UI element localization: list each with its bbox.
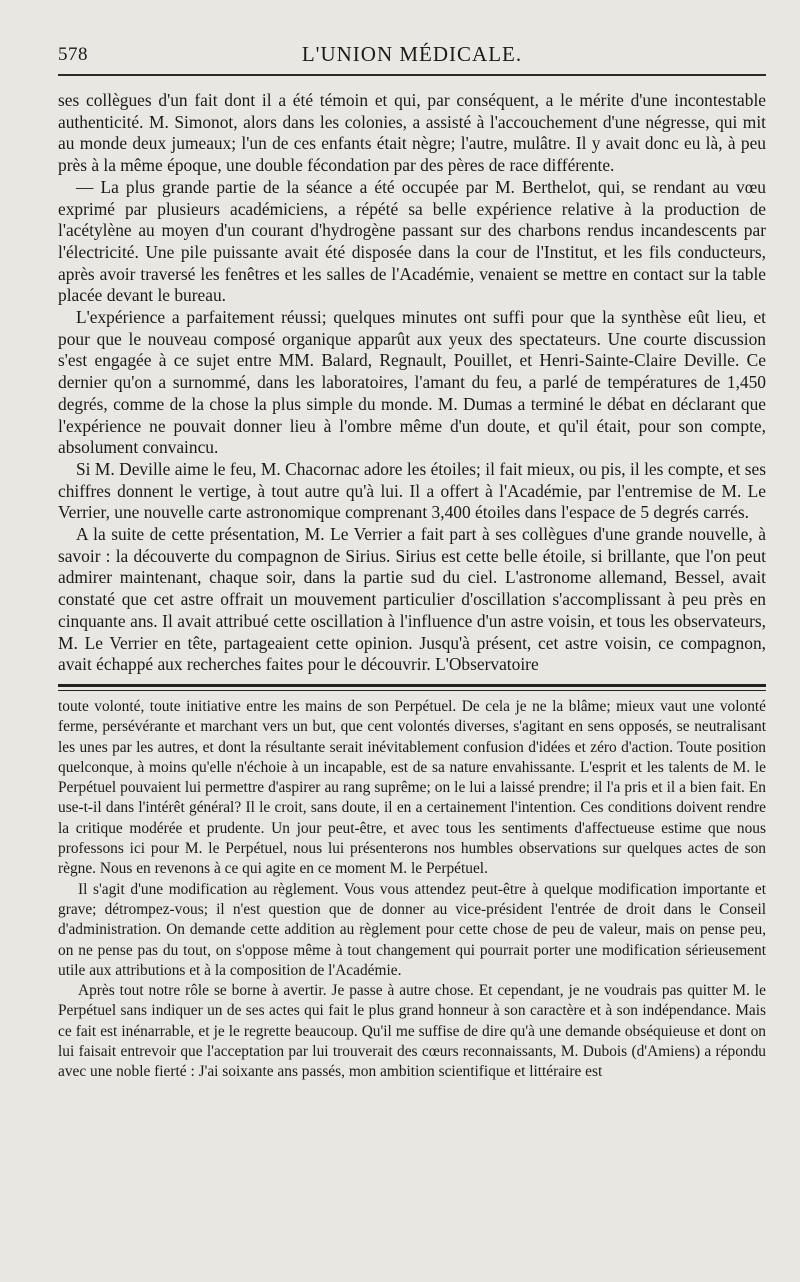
- paragraph-2: — La plus grande partie de la séance a été occupée par M. Berthelot, qui, se rendant au vœu exprimé par plusieurs académiciens, a répété sa belle expérience relative à la production de l'acétylène au moyen d'un courant d'hydrogène passant sur des charbons rendus incandescents par l'électricité. Une pile puissante avait été disposée dans la cour de l'Institut, et les fils conducteurs, après avoir traversé les fenêtres et les salles de l'Académie, venaient se mettre en contact sur la table placée devant le bureau.: [58, 176, 766, 306]
- page-number: 578: [58, 44, 88, 65]
- page-header: [58, 38, 766, 66]
- main-text: [58, 90, 766, 676]
- paragraph-1: ses collègues d'un fait dont il a été témoin et qui, par conséquent, a le mérite d'une incontestable authenticité. M. Simonot, alors dans les colonies, a assisté à l'accouchement d'une négresse, qui mit au monde deux jumeaux; l'un de ces enfants était nègre; l'autre, mulâtre. Il y avait donc eu là, à peu près à la même époque, une double fécondation par des pères de race différente.: [58, 90, 766, 176]
- paragraph-4: Si M. Deville aime le feu, M. Chacornac adore les étoiles; il fait mieux, ou pis, il les compte, et ses chiffres donnent le vertige, à tout autre qu'à lui. Il a offert à l'Académie, par l'entremise de M. Le Verrier, une nouvelle carte astronomique comprenant 3,400 étoiles dans l'espace de 5 degrés carrés.: [58, 458, 766, 523]
- footnote-paragraph-1: toute volonté, toute initiative entre les mains de son Perpétuel. De cela je ne la blâme; mieux vaut une volonté ferme, persévérante et marchant vers un but, que cent volontés diverses, s'agitant en sens opposés, se neutralisant les unes par les autres, et dont la résultante serait inévitablement confusion d'idées et zéro d'action. Toute position quelconque, à moins qu'elle n'échoie à un incapable, est de sa nature envahissante. L'esprit et les talents de M. le Perpétuel pouvaient lui permettre d'aspirer au rang suprême; on le lui a laissé prendre; il l'a pris et il a bien fait. En use-t-il dans l'intérêt général? Il le croit, sans doute, il en a certainement l'intention. Ces conditions doivent rendre la critique modérée et prudente. Un jour peut-être, et avec tous les sentiments d'affectueuse estime que nous professons ici pour M. le Perpétuel, nous lui présenterons nos humbles observations sur quelques actes de son règne. Nous en revenons à ce qui agite en ce moment M. le Perpétuel.: [58, 697, 766, 878]
- footnote-paragraph-3: Après tout notre rôle se borne à avertir. Je passe à autre chose. Et cependant, je ne voudrais pas quitter M. le Perpétuel sans indiquer un de ses actes qui fait le plus grand honneur à son caractère et à son indépendance. Mais ce fait est inénarrable, et je le regrette beaucoup. Qu'il me suffise de dire qu'à une demande obséquieuse et dont on lui faisait entrevoir que l'acceptation par lui trouverait des cœurs reconnaissants, M. Dubois (d'Amiens) a répondu avec une noble fierté : J'ai soixante ans passés, mon ambition scientifique et littéraire est: [58, 982, 766, 1081]
- footnote-separator: [58, 684, 766, 691]
- footnote-paragraph-2: Il s'agit d'une modification au règlement. Vous vous attendez peut-être à quelque modification importante et grave; détrompez-vous; il n'est question que de donner au vice-président l'entrée de droit dans le Conseil d'administration. On demande cette addition au règlement pour cette chose de peu de valeur, mais on pense peu, on ne pense pas du tout, on s'oppose même à tout changement qui pourrait porter une modification sérieusement utile aux attributions et à la composition de l'Académie.: [58, 880, 766, 979]
- running-title: L'UNION MÉDICALE.: [301, 42, 523, 66]
- header-rule: [58, 74, 766, 76]
- footnote-text: [58, 697, 766, 1083]
- paragraph-5: A la suite de cette présentation, M. Le Verrier a fait part à ses collègues d'une grande nouvelle, à savoir : la découverte du compagnon de Sirius. Sirius est cette belle étoile, si brillante, que l'on peut admirer maintenant, chaque soir, dans la partie sud du ciel. L'astronome allemand, Bessel, avait constaté que cet astre offrait un mouvement particulier d'oscillation s'accomplissant à peu près en cinquante ans. Il avait attribué cette oscillation à l'influence d'un astre voisin, et tous les observateurs, M. Le Verrier en tête, partageaient cette opinion. Jusqu'à présent, cet astre voisin, ce compagnon, avait échappé aux recherches faites pour le découvrir. L'Observatoire: [58, 524, 766, 675]
- paragraph-3: L'expérience a parfaitement réussi; quelques minutes ont suffi pour que la synthèse eût lieu, et pour que le nouveau composé organique apparût aux yeux des spectateurs. Une courte discussion s'est engagée à ce sujet entre MM. Balard, Regnault, Pouillet, et Henri-Sainte-Claire Deville. Ce dernier qu'on a surnommé, dans les laboratoires, l'amant du feu, a parlé de températures de 1,450 degrés, comme de la chose la plus simple du monde. M. Dumas a terminé le débat en déclarant que l'expérience ne pouvait donner lieu à l'ombre même d'un doute, et qu'il était, pour son compte, absolument convaincu.: [58, 307, 766, 458]
